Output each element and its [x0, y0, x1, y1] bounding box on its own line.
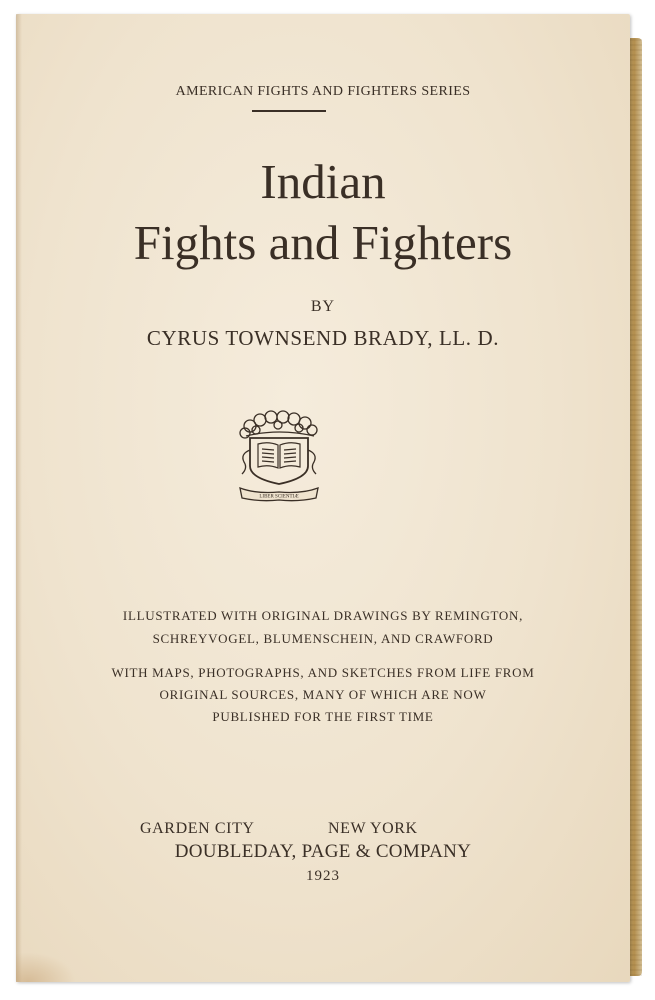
author-name: CYRUS TOWNSEND BRADY, LL. D. — [146, 326, 500, 350]
publisher-name: DOUBLEDAY, PAGE & COMPANY — [174, 841, 472, 862]
by-label: BY — [310, 298, 336, 315]
maps-note-line-2: ORIGINAL SOURCES, MANY OF WHICH ARE NOW — [159, 687, 487, 702]
maps-note-line-3: PUBLISHED FOR THE FIRST TIME — [212, 709, 434, 724]
series-title: AMERICAN FIGHTS AND FIGHTERS SERIES — [175, 84, 471, 99]
book-title-line-1: Indian — [260, 154, 386, 209]
publisher-state: NEW YORK — [328, 820, 418, 837]
publisher-city: GARDEN CITY — [140, 820, 255, 837]
illustration-credit-line-2: SCHREYVOGEL, BLUMENSCHEIN, AND CRAWFORD — [152, 631, 494, 646]
emblem-banner-text: LIBER SCIENTIÆ — [259, 494, 299, 500]
series-rule-divider — [252, 110, 326, 112]
book-title-line-2: Fights and Fighters — [133, 215, 513, 270]
illustration-credit-line-1: ILLUSTRATED WITH ORIGINAL DRAWINGS BY REMINGTON, — [122, 608, 524, 623]
maps-note-line-1: WITH MAPS, PHOTOGRAPHS, AND SKETCHES FROM LIFE FROM — [111, 665, 535, 680]
publication-year: 1923 — [306, 868, 340, 884]
title-page — [16, 14, 630, 982]
paper-stain — [16, 952, 76, 982]
open-book-tree-emblem-icon — [236, 410, 322, 502]
